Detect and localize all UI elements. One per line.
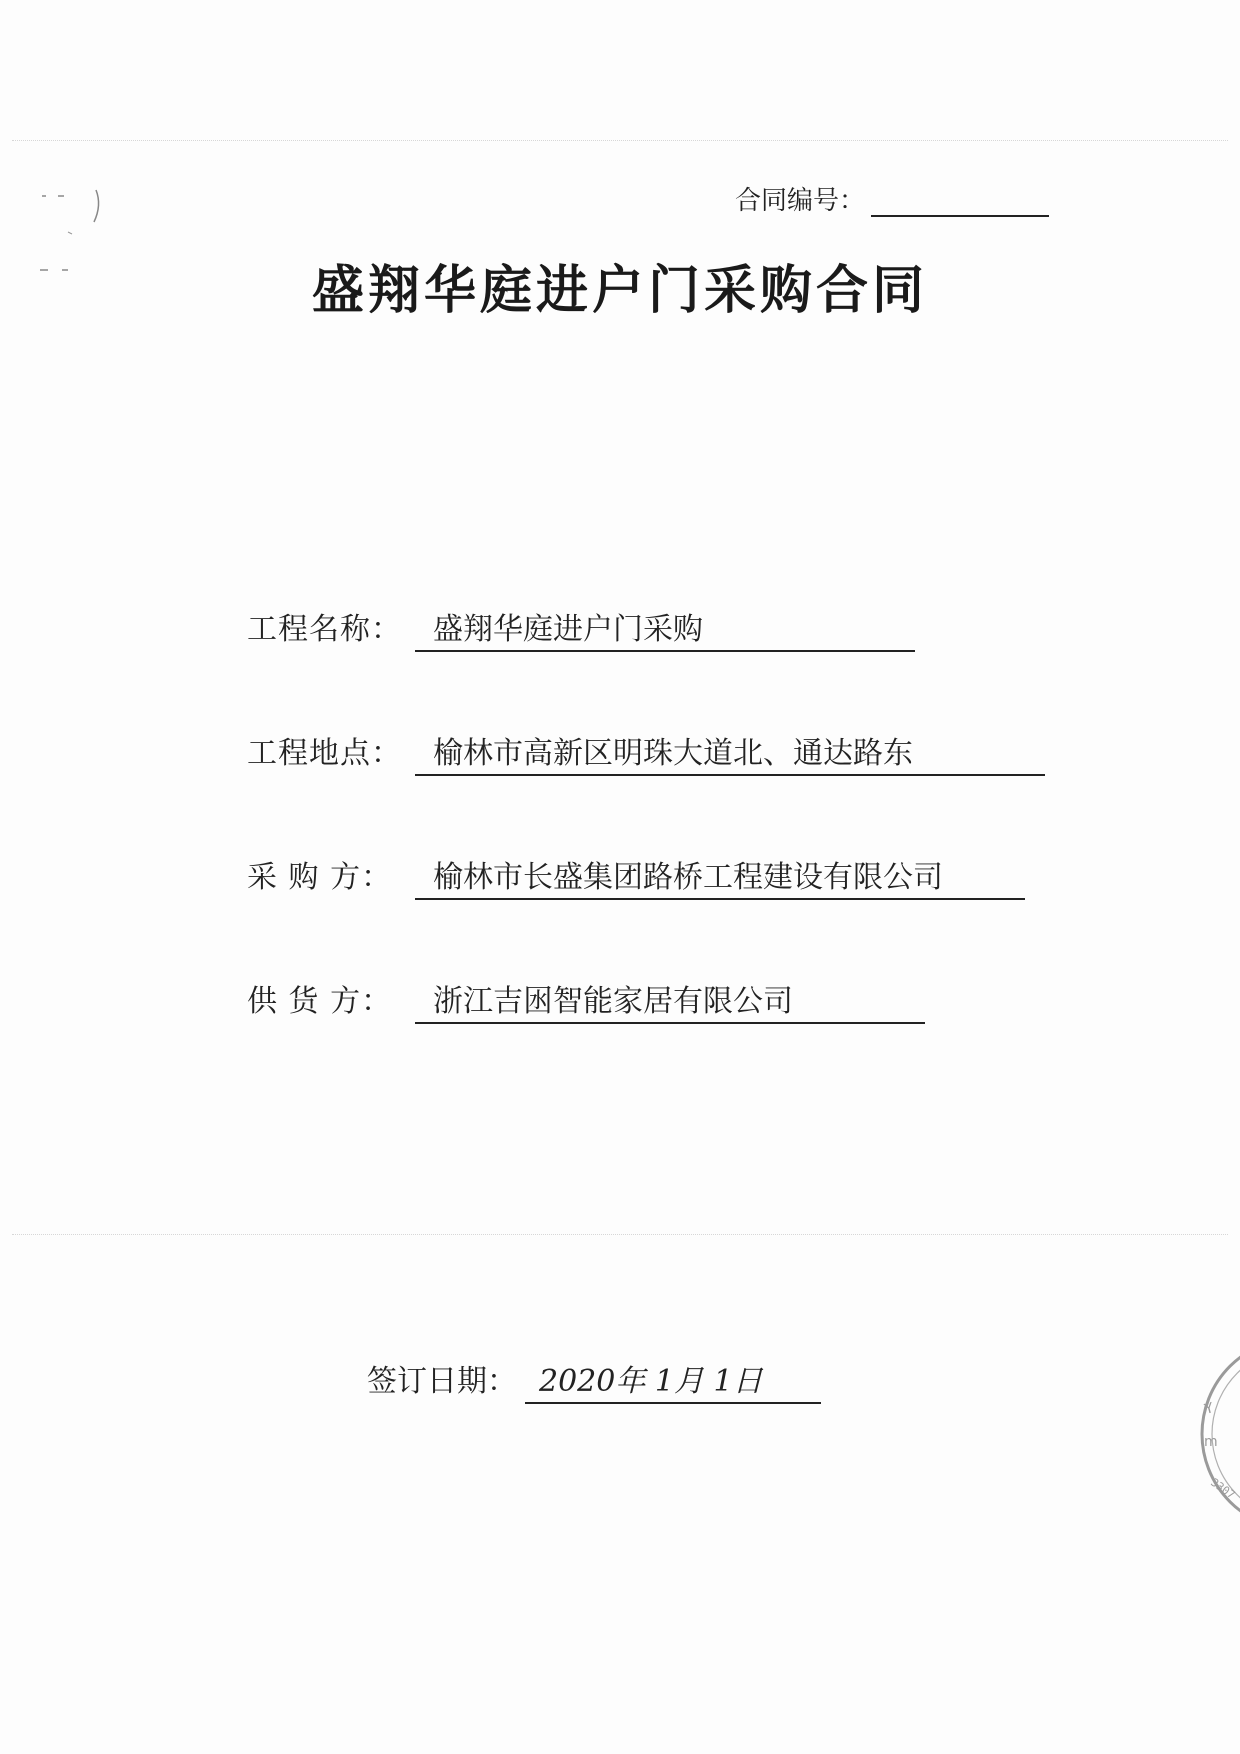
contract-number-value bbox=[871, 185, 1049, 217]
signing-date bbox=[367, 1356, 821, 1404]
document-title: 盛翔华庭进户门采购合同 bbox=[311, 261, 928, 321]
field-value: 榆林市高新区明珠大道北、通达路东 bbox=[415, 728, 1045, 776]
scan-artifact-line bbox=[12, 140, 1228, 141]
field-value: 浙江吉囦智能家居有限公司 bbox=[415, 976, 925, 1024]
field-supplier bbox=[247, 976, 925, 1024]
signing-date-label: 签订日期： bbox=[367, 1364, 517, 1399]
field-label: 供 货 方： bbox=[247, 984, 393, 1019]
field-project-location bbox=[247, 728, 1045, 776]
field-label: 采 购 方： bbox=[247, 860, 393, 895]
contract-number bbox=[735, 180, 1049, 217]
svg-text:m: m bbox=[1204, 1434, 1218, 1450]
field-purchaser bbox=[247, 852, 1025, 900]
field-label: 工程名称： bbox=[247, 612, 402, 647]
field-project-name bbox=[247, 604, 915, 652]
company-seal-stamp bbox=[1188, 1334, 1240, 1534]
field-label: 工程地点： bbox=[247, 736, 402, 771]
svg-text:Y: Y bbox=[1202, 1400, 1216, 1418]
stamp-number: 3307 bbox=[1208, 1475, 1238, 1502]
field-value: 盛翔华庭进户门采购 bbox=[415, 604, 915, 652]
signing-date-value: 2020年 1月 1日 bbox=[525, 1356, 821, 1404]
field-value: 榆林市长盛集团路桥工程建设有限公司 bbox=[415, 852, 1025, 900]
scan-artifact-line bbox=[12, 1234, 1228, 1235]
contract-number-label: 合同编号： bbox=[735, 186, 866, 216]
